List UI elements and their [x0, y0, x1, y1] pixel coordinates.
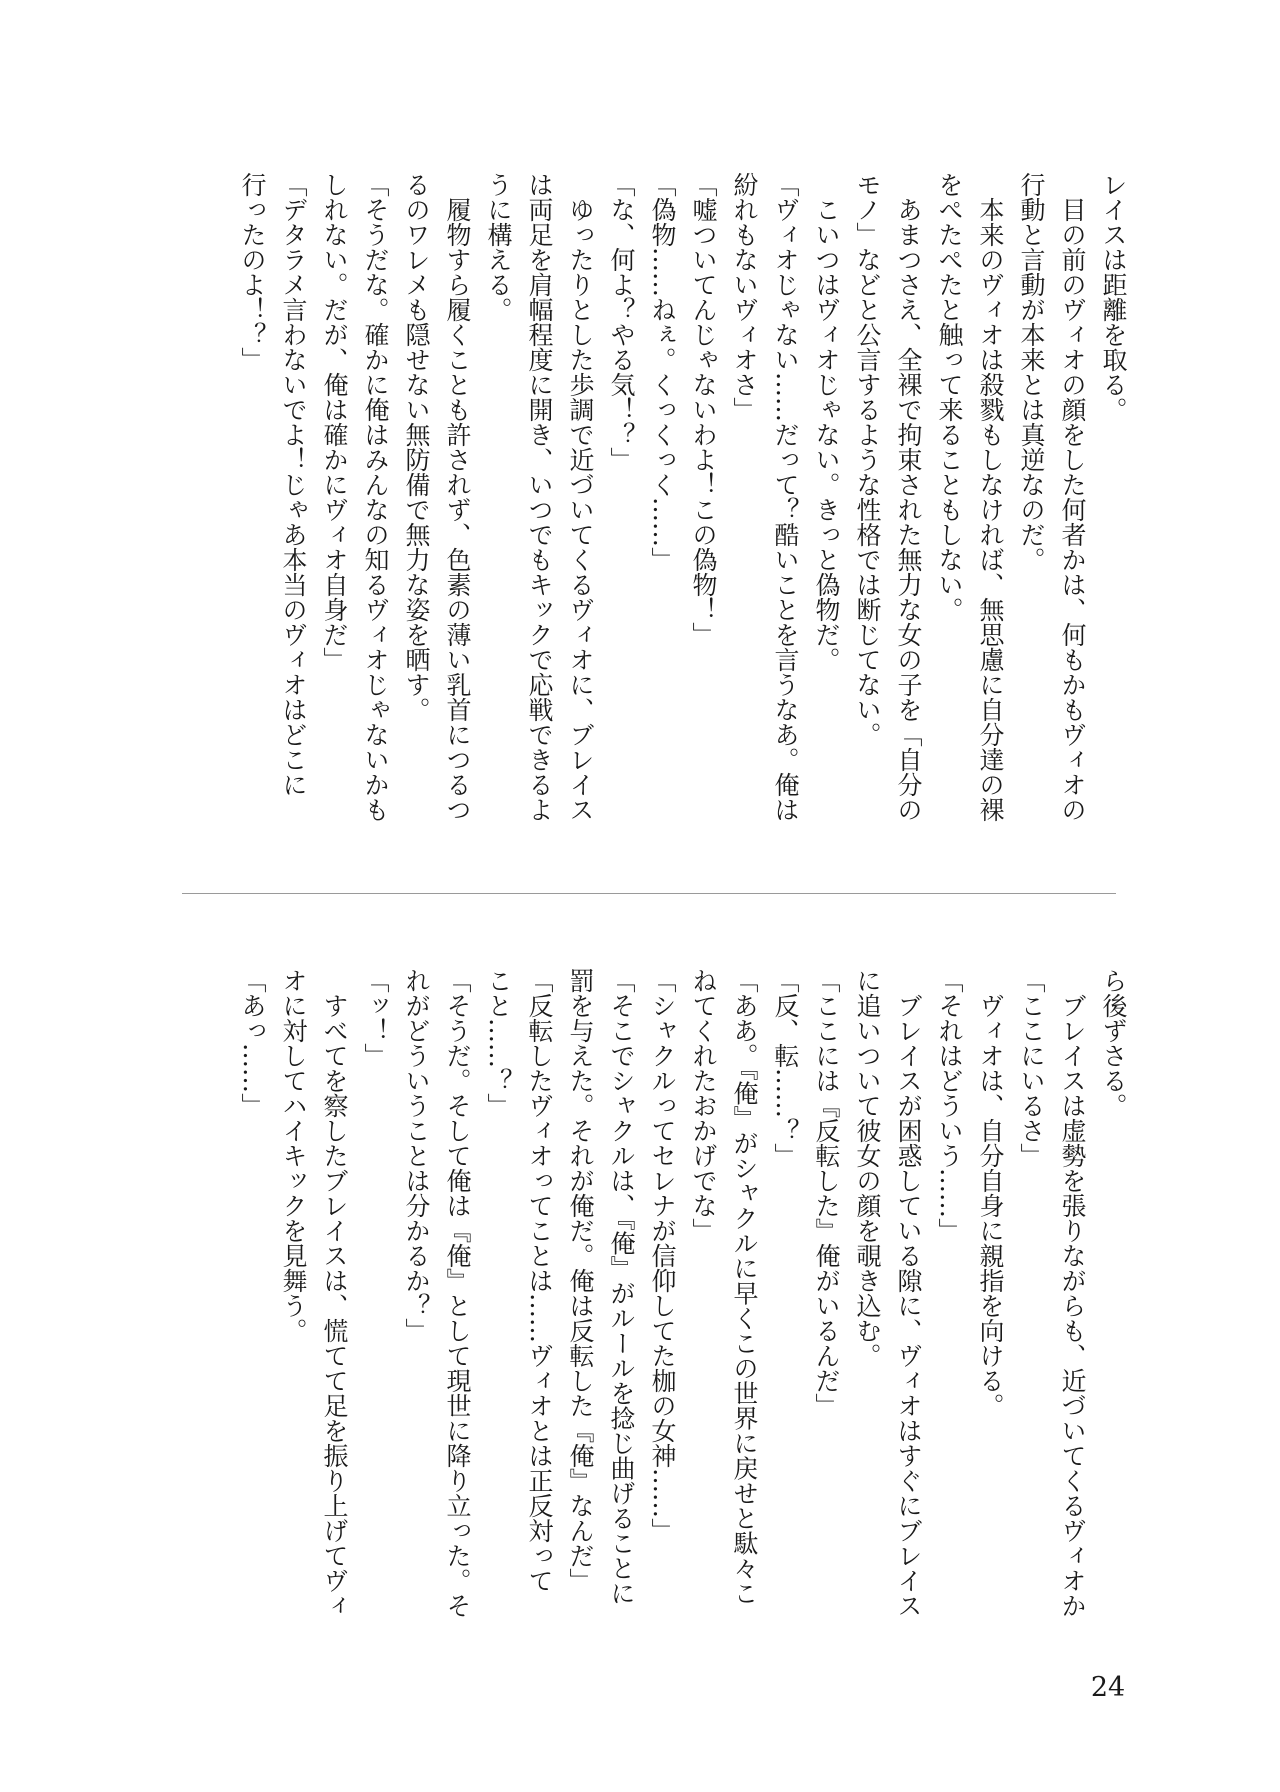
text-line: ヴィオは、自分自身に親指を向ける。: [976, 968, 1005, 1418]
text-line: ねてくれたおかげでな」: [689, 968, 718, 1243]
text-line: 「ヴィオじゃない……だって？酷いことを言うなあ。俺は: [771, 172, 800, 822]
text-line: 「そうだ。そして俺は『俺』として現世に降り立った。そ: [443, 968, 472, 1618]
text-line: ら後ずさる。: [1099, 968, 1128, 1118]
text-line: 目の前のヴィオの顔をした何者かは、何もかもヴィオの: [1058, 172, 1087, 822]
text-line: れがどういうことは分かるか？」: [402, 968, 431, 1343]
text-line: 罰を与えた。それが俺だ。俺は反転した『俺』なんだ」: [566, 968, 595, 1593]
text-line: 本来のヴィオは殺戮もしなければ、無思慮に自分達の裸: [976, 172, 1005, 822]
text-line: レイスは距離を取る。: [1099, 172, 1128, 422]
text-line: 「反転したヴィオってことは……ヴィオとは正反対って: [525, 968, 554, 1593]
text-line: 「あっ……」: [238, 968, 267, 1118]
text-line: 「そうだな。確かに俺はみんなの知るヴィオじゃないかも: [361, 172, 390, 822]
text-line: るのワレメも隠せない無防備で無力な姿を晒す。: [402, 172, 431, 722]
text-line: ゆったりとした歩調で近づいてくるヴィオに、ブレイス: [566, 172, 595, 822]
text-line: あまつさえ、全裸で拘束された無力な女の子を「自分の: [894, 172, 923, 822]
text-line: 「シャクルってセレナが信仰してた枷の女神……」: [648, 968, 677, 1543]
text-line: をぺたぺたと触って来ることもしない。: [935, 172, 964, 622]
text-line: 「ここには『反転した』俺がいるんだ」: [812, 968, 841, 1418]
text-line: うに構える。: [484, 172, 513, 322]
text-line: は両足を肩幅程度に開き、いつでもキックで応戦できるよ: [525, 172, 554, 822]
text-line: こいつはヴィオじゃない。きっと偽物だ。: [812, 172, 841, 672]
text-line: 「ッ！」: [361, 968, 390, 1068]
text-line: ブレイスが困惑している隙に、ヴィオはすぐにブレイス: [894, 968, 923, 1618]
text-line: オに対してハイキックを見舞う。: [279, 968, 308, 1343]
top-text-block: [164, 172, 1134, 822]
text-line: 「偽物……ねぇ。くっくっく……」: [648, 172, 677, 572]
text-line: 行動と言動が本来とは真逆なのだ。: [1017, 172, 1046, 572]
text-line: 「嘘ついてんじゃないわよ！この偽物！」: [689, 172, 718, 647]
text-line: こと……？」: [484, 968, 513, 1118]
text-line: 紛れもないヴィオさ」: [730, 172, 759, 422]
text-line: 履物すら履くことも許されず、色素の薄い乳首につるつ: [443, 172, 472, 822]
text-line: 「ここにいるさ」: [1017, 968, 1046, 1168]
text-line: 「反、転……？」: [771, 968, 800, 1168]
text-line: 「な、何よ？やる気！？」: [607, 172, 636, 472]
text-line: 「デタラメ言わないでよ！じゃあ本当のヴィオはどこに: [279, 172, 308, 797]
text-line: に追いついて彼女の顔を覗き込む。: [853, 968, 882, 1368]
bottom-text-block: [164, 968, 1134, 1618]
text-line: 行ったのよ！？」: [238, 172, 267, 372]
section-divider: [182, 893, 1116, 894]
text-line: 「ああ。『俺』がシャクルに早くこの世界に戻せと駄々こ: [730, 968, 759, 1606]
page-number: 24: [1090, 1672, 1126, 1703]
text-line: 「それはどういう……」: [935, 968, 964, 1243]
text-line: モノ」などと公言するような性格では断じてない。: [853, 172, 882, 747]
text-line: しれない。だが、俺は確かにヴィオ自身だ」: [320, 172, 349, 672]
text-line: ブレイスは虚勢を張りながらも、近づいてくるヴィオか: [1058, 968, 1087, 1618]
text-line: 「そこでシャクルは、『俺』がルールを捻じ曲げることに: [607, 968, 636, 1606]
text-line: すべてを察したブレイスは、慌てて足を振り上げてヴィ: [320, 968, 349, 1618]
